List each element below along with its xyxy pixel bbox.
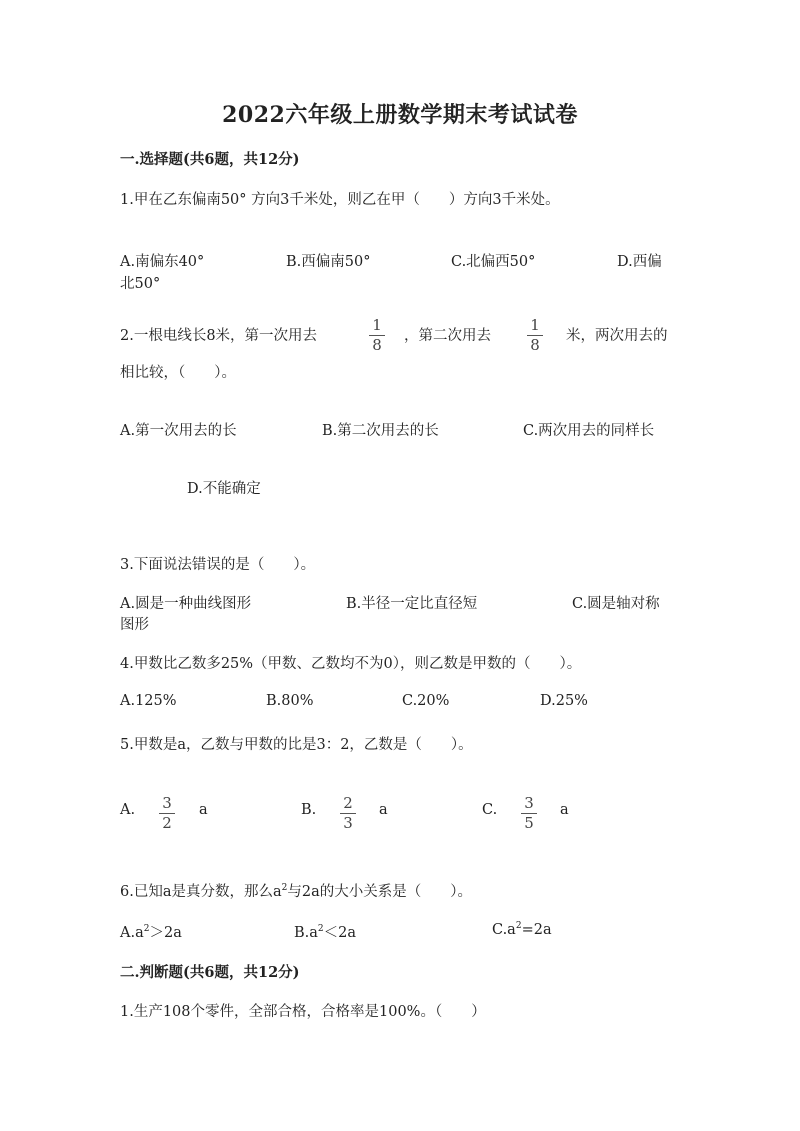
q3-option-a-wrap: 图形 <box>120 617 149 633</box>
q1-option-b: B.西偏南50° <box>286 254 371 270</box>
q2-fraction-1 <box>369 317 385 354</box>
q5-option-a-label: A. <box>120 802 136 818</box>
question-3: 3.下面说法错误的是（ ）。 <box>120 557 316 573</box>
question-2-part3: 米，两次用去的 <box>566 328 668 344</box>
q6-option-c <box>492 921 552 938</box>
section-heading-choice: 一.选择题(共6题，共12分) <box>120 151 300 168</box>
q1-option-a: A.南偏东40° <box>120 254 205 270</box>
question-6-text-b: 与2a的大小关系是（ ）。 <box>287 884 472 900</box>
exponent: 2 <box>317 924 324 935</box>
q1-option-c: C.北偏西50° <box>451 254 536 270</box>
question-5: 5.甲数是a，乙数与甲数的比是3：2，乙数是（ ）。 <box>120 737 473 753</box>
question-2-part1: 2.一根电线长8米，第一次用去 <box>120 328 318 344</box>
q3-option-c: C.圆是轴对称 <box>572 596 660 612</box>
exponent: 2 <box>281 883 288 894</box>
fraction-denominator: 3 <box>343 814 353 832</box>
q5-option-c-suffix: a <box>560 802 569 818</box>
q6-option-c-pre: C.a <box>492 921 516 938</box>
fraction-denominator: 2 <box>162 814 172 832</box>
page-title: 2022六年级上册数学期末考试试卷 <box>222 102 578 128</box>
question-2-line2: 相比较，（ ）。 <box>120 365 236 381</box>
q4-option-d: D.25% <box>540 693 588 709</box>
q6-option-b-pre: B.a <box>294 925 318 941</box>
q5-option-c-fraction <box>521 795 537 832</box>
q6-option-c-post: =2a <box>521 921 552 938</box>
q5-option-b-fraction <box>340 795 356 832</box>
fraction-numerator: 3 <box>524 794 534 812</box>
q1-option-d: D.西偏 <box>617 254 662 270</box>
q6-option-a <box>120 921 182 942</box>
fraction-numerator: 1 <box>372 316 382 334</box>
q2-option-b: B.第二次用去的长 <box>322 423 439 439</box>
q2-option-c: C.两次用去的同样长 <box>523 423 655 439</box>
fraction-denominator: 5 <box>524 814 534 832</box>
q3-option-a: A.圆是一种曲线图形 <box>120 596 252 612</box>
q5-option-b-suffix: a <box>379 802 388 818</box>
q6-option-a-post: ＞2a <box>149 925 182 941</box>
fraction-numerator: 3 <box>162 794 172 812</box>
q4-option-c: C.20% <box>402 693 450 709</box>
question-2-part2: ，第二次用去 <box>404 328 491 344</box>
q5-option-c-label: C. <box>482 802 498 818</box>
fraction-numerator: 1 <box>530 316 540 334</box>
q3-option-b: B.半径一定比直径短 <box>346 596 478 612</box>
q2-option-d: D.不能确定 <box>187 481 261 497</box>
q4-option-a: A.125% <box>120 693 177 709</box>
q6-option-b <box>294 921 356 942</box>
q4-option-b: B.80% <box>266 693 314 709</box>
exponent: 2 <box>143 924 150 935</box>
q2-option-a: A.第一次用去的长 <box>120 423 237 439</box>
section-heading-judgment: 二.判断题(共6题，共12分) <box>120 964 300 981</box>
question-6-text-a: 6.已知a是真分数，那么a <box>120 884 282 900</box>
q5-option-a-fraction <box>159 795 175 832</box>
question-6 <box>120 880 472 901</box>
fraction-denominator: 8 <box>372 336 382 354</box>
q6-option-b-post: ＜2a <box>323 925 357 941</box>
q2-fraction-2 <box>527 317 543 354</box>
fraction-numerator: 2 <box>343 794 353 812</box>
q1-option-d-wrap: 北50° <box>120 276 161 292</box>
judgment-question-1: 1.生产108个零件，全部合格，合格率是100%。（ ） <box>120 1004 486 1020</box>
q5-option-a-suffix: a <box>199 802 208 818</box>
q6-option-a-pre: A.a <box>120 925 144 941</box>
exponent: 2 <box>515 921 522 931</box>
question-1: 1.甲在乙东偏南50° 方向3千米处，则乙在甲（ ）方向3千米处。 <box>120 192 560 208</box>
q5-option-b-label: B. <box>301 802 317 818</box>
question-4: 4.甲数比乙数多25%（甲数、乙数均不为0），则乙数是甲数的（ ）。 <box>120 656 582 672</box>
fraction-denominator: 8 <box>530 336 540 354</box>
